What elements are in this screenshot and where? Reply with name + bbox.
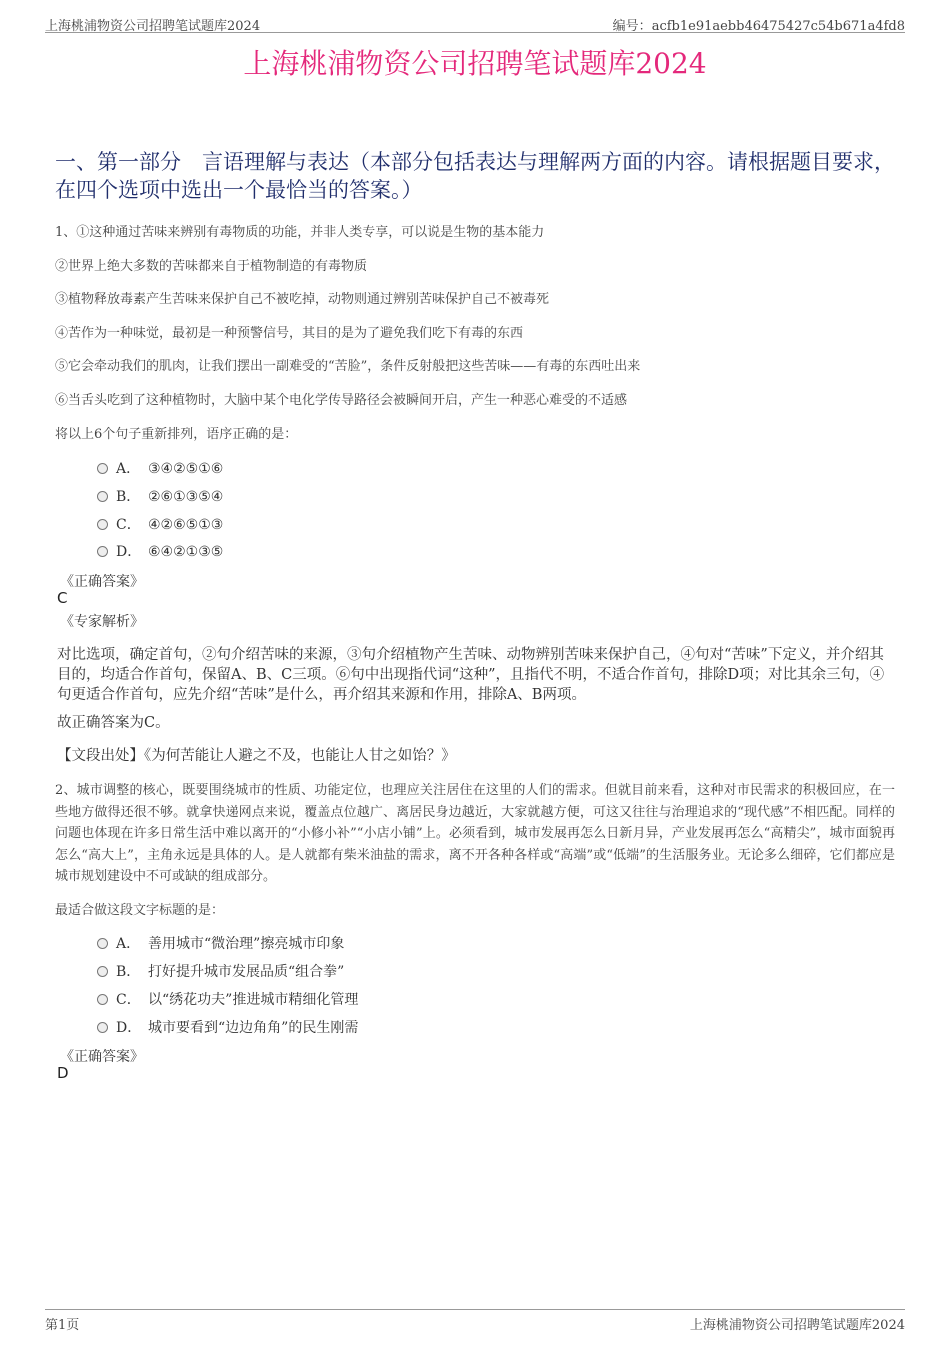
footer-page-number: 第1页 bbox=[45, 1318, 80, 1333]
q1-analysis-label: 《专家解析》 bbox=[60, 614, 144, 630]
q1-sentence-5: ⑤它会牵动我们的肌肉，让我们摆出一副难受的“苦脸”，条件反射般把这些苦味——有毒的东西吐出来 bbox=[55, 359, 641, 374]
radio-icon[interactable] bbox=[97, 491, 108, 502]
q2-option-b[interactable] bbox=[97, 961, 344, 981]
option-key: D． bbox=[116, 1020, 142, 1036]
q2-answer-label: 《正确答案》 bbox=[60, 1049, 144, 1065]
page-title: 上海桃浦物资公司招聘笔试题库2024 bbox=[243, 47, 707, 80]
q1-analysis: 对比选项，确定首句，②句介绍苦味的来源，③句介绍植物产生苦味、动物辨别苦味来保护自己，④句对“苦味”下定义，并介绍其目的，均适合作首句，保留A、B、C三项。⑥句中出现指代词“这种”，且指代不明，不适合作首句，排除D项；对比其余三句，④句更适合作首句，应先介绍“苦味”是什么，再介绍其来源和作用，排除A、B两项。 bbox=[57, 647, 885, 703]
page-header bbox=[45, 12, 905, 33]
header-code-value: acfb1e91aebb46475427c54b671a4fd8 bbox=[651, 19, 905, 34]
option-key: A． bbox=[116, 936, 141, 952]
option-key: B． bbox=[116, 489, 141, 505]
q1-option-c[interactable] bbox=[97, 514, 223, 534]
q1-answer-label: 《正确答案》 bbox=[60, 574, 144, 590]
q1-sentence-2: ②世界上绝大多数的苦味都来自于植物制造的有毒物质 bbox=[55, 259, 368, 274]
q2-answer: D bbox=[57, 1064, 69, 1082]
q1-sentence-4: ④苦作为一种味觉，最初是一种预警信号，其目的是为了避免我们吃下有毒的东西 bbox=[55, 326, 524, 341]
q1-conclusion: 故正确答案为C。 bbox=[57, 715, 170, 731]
radio-icon[interactable] bbox=[97, 966, 108, 977]
header-doc-name: 上海桃浦物资公司招聘笔试题库2024 bbox=[45, 19, 261, 34]
header-code bbox=[613, 15, 905, 34]
q2-option-d[interactable] bbox=[97, 1017, 358, 1037]
q1-answer: C bbox=[57, 589, 68, 607]
q1-option-b[interactable] bbox=[97, 486, 223, 506]
option-text: ②⑥①③⑤④ bbox=[148, 489, 224, 505]
option-key: B． bbox=[116, 964, 141, 980]
radio-icon[interactable] bbox=[97, 519, 108, 530]
option-key: D． bbox=[116, 544, 142, 560]
q1-sentence-3: ③植物释放毒素产生苦味来保护自己不被吃掉，动物则通过辨别苦味保护自己不被毒死 bbox=[55, 292, 550, 307]
q2-prompt: 最适合做这段文字标题的是： bbox=[55, 903, 225, 918]
q1-sentence-6: ⑥当舌头吃到了这种植物时，大脑中某个电化学传导路径会被瞬间开启，产生一种恶心难受的不适感 bbox=[55, 393, 628, 408]
q1-option-a[interactable] bbox=[97, 458, 223, 478]
radio-icon[interactable] bbox=[97, 938, 108, 949]
option-key: A． bbox=[116, 461, 141, 477]
option-text: 打好提升城市发展品质“组合拳” bbox=[148, 964, 345, 980]
header-code-label: 编号： bbox=[612, 19, 652, 34]
radio-icon[interactable] bbox=[97, 1022, 108, 1033]
q1-source-title: 《为何苦能让人避之不及，也能让人甘之如饴？》 bbox=[144, 748, 456, 764]
option-key: C． bbox=[116, 992, 141, 1008]
radio-icon[interactable] bbox=[97, 994, 108, 1005]
option-text: ⑥④②①③⑤ bbox=[148, 544, 224, 560]
option-text: 城市要看到“边边角角”的民生刚需 bbox=[148, 1020, 359, 1036]
q2-passage: 2、城市调整的核心，既要围绕城市的性质、功能定位，也理应关注居住在这里的人们的需求。但就目前来看，这种对市民需求的积极回应，在一些地方做得还很不够。就拿快递网点来说，覆盖点位越广、离居民身边越近，大家就越方便，可这又往往与治理追求的“现代感”不相匹配。同样的问题也体现在许多日常生活中难以离开的“小修小补”“小店小铺”上。必须看到，城市发展再怎么日新月异，产业发展再怎么“高精尖”，城市面貌再怎么“高大上”，主角永远是具体的人。是人就都有柴米油盐的需求，离不开各种各样或“高端”或“低端”的生活服务业。无论多么细碎，它们都应是城市规划建设中不可或缺的组成部分。 bbox=[55, 783, 895, 884]
radio-icon[interactable] bbox=[97, 546, 108, 557]
option-text: 以“绣花功夫”推进城市精细化管理 bbox=[148, 992, 359, 1008]
option-text: ③④②⑤①⑥ bbox=[148, 461, 224, 477]
q1-source-label: 【文段出处】 bbox=[57, 748, 144, 764]
option-text: ④②⑥⑤①③ bbox=[148, 517, 224, 533]
q1-prompt: 将以上6个句子重新排列，语序正确的是： bbox=[55, 427, 298, 442]
q2-option-c[interactable] bbox=[97, 989, 358, 1009]
radio-icon[interactable] bbox=[97, 463, 108, 474]
footer-doc-name: 上海桃浦物资公司招聘笔试题库2024 bbox=[689, 1318, 905, 1333]
q1-option-d[interactable] bbox=[97, 541, 223, 561]
q1-source bbox=[57, 746, 892, 766]
q2-option-a[interactable] bbox=[97, 933, 344, 953]
q1-sentence-1: 1、①这种通过苦味来辨别有毒物质的功能，并非人类专享，可以说是生物的基本能力 bbox=[55, 225, 545, 240]
page-footer bbox=[45, 1309, 905, 1333]
option-text: 善用城市“微治理”擦亮城市印象 bbox=[148, 936, 345, 952]
section-heading: 一、第一部分 言语理解与表达（本部分包括表达与理解两方面的内容。请根据题目要求，在四个选项中选出一个最恰当的答案。） bbox=[55, 150, 895, 202]
option-key: C． bbox=[116, 517, 141, 533]
